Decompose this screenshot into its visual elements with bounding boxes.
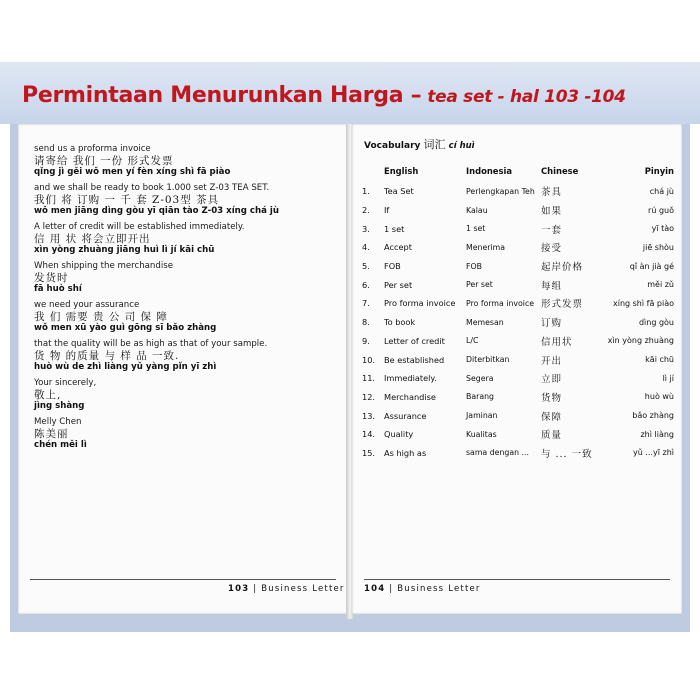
letter-english-line: send us a proforma invoice bbox=[34, 144, 151, 154]
cell-english: Assurance bbox=[384, 410, 427, 421]
cell-english: Per set bbox=[384, 279, 413, 290]
letter-block bbox=[34, 261, 339, 295]
letter-block bbox=[34, 417, 339, 451]
table-row bbox=[362, 350, 674, 369]
letter-chinese-line: 我 们 需要 贵 公 司 保 障 bbox=[34, 311, 168, 323]
table-row bbox=[362, 313, 674, 332]
cell-indonesia: Menerima bbox=[466, 242, 506, 252]
table-row bbox=[362, 182, 674, 201]
row-number: 4. bbox=[362, 242, 370, 253]
cell-english: Tea Set bbox=[384, 186, 414, 197]
cell-indonesia: Perlengkapan Teh bbox=[466, 186, 535, 196]
table-row bbox=[362, 238, 674, 257]
letter-english-line: A letter of credit will be established immediately. bbox=[34, 222, 245, 232]
cell-pinyin: huò wù bbox=[644, 392, 674, 402]
cell-pinyin: yǔ ...yī zhì bbox=[633, 448, 674, 458]
cell-english: If bbox=[384, 205, 390, 216]
row-number: 14. bbox=[362, 429, 376, 440]
row-number: 15. bbox=[362, 447, 376, 458]
row-number: 10. bbox=[362, 354, 376, 365]
cell-pinyin: kāi chū bbox=[645, 355, 674, 365]
letter-pinyin-line: huò wù de zhì liàng yǔ yàng pǐn yī zhì bbox=[34, 362, 217, 372]
cell-english: Accept bbox=[384, 242, 412, 253]
cell-pinyin: qǐ àn jià gé bbox=[629, 261, 674, 271]
cell-pinyin: bǎo zhàng bbox=[632, 411, 674, 421]
header-no bbox=[362, 166, 384, 182]
letter-chinese-line: 敬上, bbox=[34, 389, 62, 401]
left-page-footer: 103 | Business Letter bbox=[228, 584, 345, 594]
letter-chinese-line: 信 用 状 将会立即开出 bbox=[34, 233, 151, 245]
cell-indonesia: L/C bbox=[466, 336, 479, 346]
right-page bbox=[352, 124, 682, 614]
row-number: 9. bbox=[362, 335, 370, 346]
cell-pinyin: chá jù bbox=[649, 186, 674, 196]
letter-chinese-line: 发货时 bbox=[34, 272, 69, 284]
cell-indonesia: sama dengan ... bbox=[466, 448, 529, 458]
header-indonesia: Indonesia bbox=[466, 166, 512, 176]
table-row bbox=[362, 388, 674, 407]
footer-label: Business Letter bbox=[397, 584, 481, 594]
row-number: 12. bbox=[362, 391, 376, 402]
cell-chinese: 起岸价格 bbox=[541, 262, 584, 274]
vocabulary-title-en: Vocabulary bbox=[364, 141, 421, 151]
cell-english: Quality bbox=[384, 429, 414, 440]
row-number: 13. bbox=[362, 410, 376, 421]
table-row bbox=[362, 201, 674, 220]
letter-english-line: that the quality will be as high as that of your sample. bbox=[34, 339, 268, 349]
vocabulary-title bbox=[364, 136, 475, 152]
cell-indonesia: Per set bbox=[466, 280, 493, 290]
letter-english-line: and we shall be ready to book 1.000 set Z-03 TEA SET. bbox=[34, 183, 270, 193]
header-english: English bbox=[384, 166, 419, 176]
cell-english: As high as bbox=[384, 447, 427, 458]
cell-indonesia: Kalau bbox=[466, 205, 488, 215]
cell-pinyin: lì jí bbox=[662, 373, 674, 383]
page-number: 103 bbox=[228, 584, 250, 594]
cell-chinese: 接受 bbox=[541, 243, 563, 255]
cell-chinese: 一套 bbox=[541, 224, 563, 236]
vocabulary-title-zh: 词汇 bbox=[423, 138, 446, 151]
letter-chinese-line: 请寄给 我们 一份 形式发票 bbox=[34, 155, 174, 167]
cell-pinyin: xìn yòng zhuàng bbox=[607, 336, 674, 346]
letter-block bbox=[34, 339, 339, 373]
cell-indonesia: FOB bbox=[466, 261, 482, 271]
row-number: 7. bbox=[362, 298, 370, 309]
row-number: 8. bbox=[362, 317, 370, 328]
footer-divider bbox=[30, 579, 336, 580]
letter-english-line: Melly Chen bbox=[34, 417, 82, 427]
footer-label: Business Letter bbox=[261, 584, 345, 594]
table-row bbox=[362, 257, 674, 276]
row-number: 5. bbox=[362, 261, 370, 272]
header-pinyin: Pinyin bbox=[644, 166, 674, 176]
cell-english: FOB bbox=[384, 261, 401, 272]
cell-indonesia: Diterbitkan bbox=[466, 355, 510, 365]
letter-pinyin-line: chén měi lì bbox=[34, 440, 87, 450]
letter-block bbox=[34, 183, 339, 217]
letter-pinyin-line: xìn yòng zhuàng jiāng huì lì jí kāi chū bbox=[34, 245, 215, 255]
table-row bbox=[362, 219, 674, 238]
letter-chinese-line: 我们 将 订购 一 千 套 Z-03型 茶具 bbox=[34, 194, 220, 206]
page-title-text: Permintaan Menurunkan Harga – bbox=[22, 83, 422, 108]
cell-chinese: 信用状 bbox=[541, 336, 573, 348]
row-number: 11. bbox=[362, 373, 376, 384]
table-row bbox=[362, 369, 674, 388]
cell-english: Pro forma invoice bbox=[384, 298, 456, 309]
cell-indonesia: 1 set bbox=[466, 224, 486, 234]
header-chinese: Chinese bbox=[541, 166, 579, 176]
cell-chinese: 立即 bbox=[541, 374, 563, 386]
cell-pinyin: jiē shòu bbox=[642, 242, 674, 252]
cell-chinese: 订购 bbox=[541, 318, 563, 330]
cell-indonesia: Memesan bbox=[466, 317, 504, 327]
cell-chinese: 质量 bbox=[541, 430, 563, 442]
page-subtitle: tea set - hal 103 -104 bbox=[427, 87, 626, 107]
book-spread bbox=[10, 124, 690, 632]
cell-indonesia: Jaminan bbox=[466, 411, 498, 421]
cell-english: To book bbox=[384, 317, 416, 328]
cell-chinese: 形式发票 bbox=[541, 299, 584, 311]
letter-block bbox=[34, 300, 339, 334]
table-row bbox=[362, 425, 674, 444]
vocabulary-title-pinyin: cí huì bbox=[448, 141, 475, 151]
left-page bbox=[18, 124, 348, 614]
cell-english: Letter of credit bbox=[384, 335, 445, 346]
letter-pinyin-line: fā huò shí bbox=[34, 284, 82, 294]
cell-chinese: 货物 bbox=[541, 392, 563, 404]
cell-chinese: 与 ... 一致 bbox=[541, 448, 593, 460]
letter-chinese-line: 货 物 的质量 与 样 品 一致. bbox=[34, 350, 180, 362]
cell-chinese: 每组 bbox=[541, 280, 563, 292]
cell-english: 1 set bbox=[384, 223, 405, 234]
cell-english: Merchandise bbox=[384, 391, 436, 402]
page-number: 104 bbox=[364, 584, 386, 594]
letter-chinese-line: 陈美丽 bbox=[34, 428, 69, 440]
letter-pinyin-line: qǐng jì gěi wǒ men yí fèn xíng shì fā piào bbox=[34, 167, 231, 177]
cell-chinese: 如果 bbox=[541, 206, 563, 218]
cell-chinese: 茶具 bbox=[541, 187, 563, 199]
cell-pinyin: zhì liàng bbox=[640, 429, 674, 439]
table-row bbox=[362, 294, 674, 313]
table-row bbox=[362, 332, 674, 351]
cell-pinyin: měi zǔ bbox=[647, 280, 674, 290]
cell-chinese: 保障 bbox=[541, 411, 563, 423]
letter-english-line: When shipping the merchandise bbox=[34, 261, 173, 271]
vocabulary-header-row bbox=[362, 166, 674, 182]
cell-indonesia: Barang bbox=[466, 392, 495, 402]
cell-pinyin: dìng gòu bbox=[638, 317, 674, 327]
letter-block bbox=[34, 222, 339, 256]
letter-pinyin-line: jìng shàng bbox=[34, 401, 85, 411]
right-page-footer: 104 | Business Letter bbox=[364, 584, 481, 594]
letter-body bbox=[34, 144, 339, 456]
table-row bbox=[362, 406, 674, 425]
page-title bbox=[22, 83, 626, 108]
row-number: 6. bbox=[362, 279, 370, 290]
cell-chinese: 开出 bbox=[541, 355, 563, 367]
table-row bbox=[362, 275, 674, 294]
footer-divider bbox=[364, 579, 670, 580]
letter-pinyin-line: wǒ men jiāng dìng gòu yī qiān tào Z-03 xíng chá jù bbox=[34, 206, 279, 216]
vocabulary-table bbox=[362, 166, 674, 462]
cell-pinyin: yī tào bbox=[651, 224, 674, 234]
letter-english-line: we need your assurance bbox=[34, 300, 140, 310]
cell-indonesia: Pro forma invoice bbox=[466, 298, 535, 308]
cell-english: Be established bbox=[384, 354, 445, 365]
cell-english: Immediately. bbox=[384, 373, 437, 384]
row-number: 1. bbox=[362, 186, 370, 197]
table-row bbox=[362, 444, 674, 463]
cell-pinyin: rú guǒ bbox=[648, 205, 674, 215]
row-number: 3. bbox=[362, 223, 370, 234]
letter-block bbox=[34, 144, 339, 178]
row-number: 2. bbox=[362, 205, 370, 216]
letter-english-line: Your sincerely, bbox=[34, 378, 97, 388]
letter-block bbox=[34, 378, 339, 412]
letter-pinyin-line: wǒ men xū yào guì gōng sī bǎo zhàng bbox=[34, 323, 217, 333]
cell-indonesia: Kualitas bbox=[466, 429, 497, 439]
cell-pinyin: xíng shì fā piào bbox=[612, 298, 674, 308]
cell-indonesia: Segera bbox=[466, 373, 494, 383]
